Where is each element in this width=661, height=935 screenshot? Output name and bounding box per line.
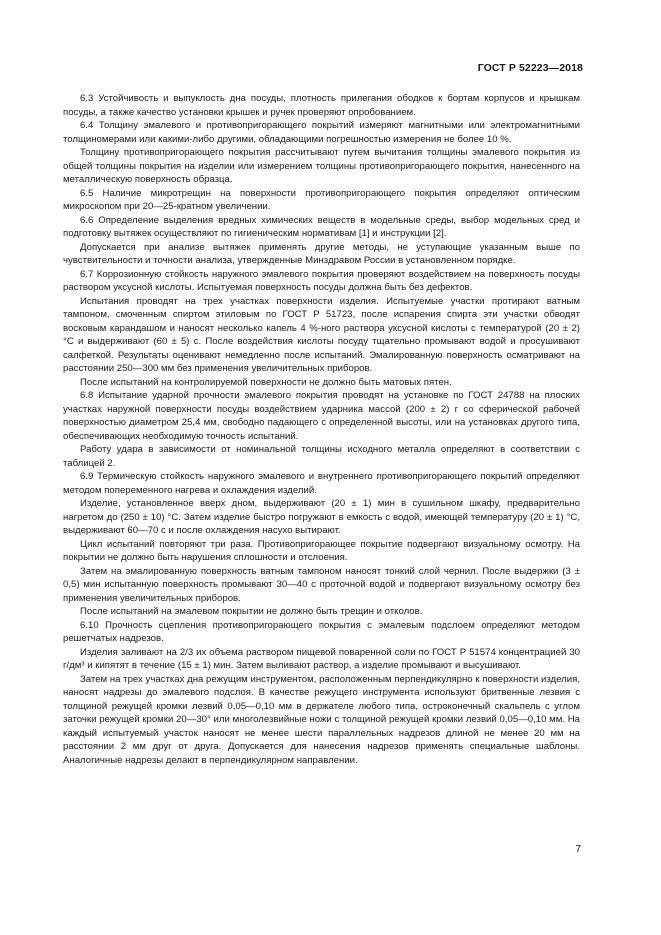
paragraph-6-6-other-methods: Допускается при анализе вытяжек применять другие методы, не уступающие указанным выше по чувствительности и точности анализа, утвержденные Минздравом России в установленном порядке.: [63, 241, 580, 266]
paragraph-6-7: 6.7 Коррозионную стойкость наружного эмалевого покрытия проверяют воздействием на поверхность посуды раствором уксусной кислоты. Испытуемая поверхность посуды должна быть без дефектов.: [63, 268, 580, 293]
paragraph-6-6: 6.6 Определение выделения вредных химических веществ в модельные среды, выбор модельных сред и подготовку вытяжек осуществляют по гигиеническим нормативам [1] и инструкции [2].: [63, 214, 580, 239]
paragraph-6-8: 6.8 Испытание ударной прочности эмалевого покрытия проводят на установке по ГОСТ 24788 на плоских участках наружной поверхности посуды воздействием ударника массой (200 ± 2) г со сферической рабочей поверхностью диаметром 25,4 мм, свободно падающего с определенной высоты, или на установках другого типа, обеспечивающих необходимую точность испытаний.: [63, 390, 580, 442]
paragraph-6-10-salt-solution: Изделия заливают на 2/3 их объема раствором пищевой поваренной соли по ГОСТ Р 51574 концентрацией 30 г/дм³ и кипятят в течение (15 ± 1) мин. Затем выливают раствор, а изделие промывают и высушивают.: [63, 646, 580, 671]
paragraph-6-10-cuts: Затем на трех участках дна режущим инструментом, расположенным перпендикулярно к поверхности изделия, наносят надрезы до эмалевого подслоя. В качестве режущего инструмента используют бритвенные лезвия с толщиной режущей кромки лезвий 0,05—0,10 мм в держателе любого типа, остроконечный скальпель с углом заточки режущей кромки 20—30° или многолезвийные ножи с толщиной режущей кромки лезвий 0,05—0,10 мм. На каждый испытуемый участок наносят не менее шести параллельных надрезов длиной не менее 20 мм на расстоянии 2 мм друг от друга. Допускается для нанесения надрезов применять специальные шаблоны. Аналогичные надрезы делают в перпендикулярном направлении.: [63, 673, 580, 766]
document-body: [63, 92, 580, 767]
paragraph-6-4-thickness-calc: Толщину противопригорающего покрытия рассчитывают путем вычитания толщины эмалевого покрытия из общей толщины покрытия на изделии или измерением толщины противопригорающего покрытия, нанесенного на металлическую поверхность образца.: [63, 147, 580, 185]
paragraph-6-4: 6.4 Толщину эмалевого и противопригорающего покрытий измеряют магнитными или электромагнитными толщиномерами или какими-либо другими, обладающими погрешностью измерения не более 10 %.: [63, 120, 580, 145]
paragraph-6-9: 6.9 Термическую стойкость наружного эмалевого и внутреннего противопригорающего покрытий определяют методом попеременного нагрева и охлаждения изделий.: [63, 471, 580, 496]
paragraph-6-9-ink: Затем на эмалированную поверхность ватным тампоном наносят тонкий слой чернил. После выдержки (3 ± 0,5) мин испытанную поверхность промывают 30—40 с проточной водой и подвергают визуальному осмотру без применения увеличительных приборов.: [63, 565, 580, 604]
page-number: 7: [575, 844, 581, 855]
paragraph-6-9-heating: Изделие, установленное вверх дном, выдерживают (20 ± 1) мин в сушильном шкафу, предварительно нагретом до (250 ± 10) °С. Затем изделие быстро погружают в емкость с водой, имеющей температуру (20 ± 1) °С, выдерживают 60—70 с и после охлаждения насухо вытирают.: [63, 498, 580, 536]
paragraph-6-5: 6.5 Наличие микротрещин на поверхности противопригорающего покрытия определяют оптическим микроскопом при 20—25-кратном увеличении.: [63, 187, 580, 212]
paragraph-6-3: 6.3 Устойчивость и выпуклость дна посуды, плотность прилегания ободков к бортам корпусов и крышкам посуды, а также качество установки крышек и ручек проверяют опробованием.: [63, 93, 580, 118]
paragraph-6-10: 6.10 Прочность сцепления противопригорающего покрытия с эмалевым подслоем определяют методом решетчатых надрезов.: [63, 619, 580, 644]
paragraph-6-7-procedure: Испытания проводят на трех участках поверхности изделия. Испытуемые участки протирают ватным тампоном, смоченным спиртом этиловым по ГОСТ Р 51723, после испарения спирта эти участки обводят восковым карандашом и наносят несколько капель 4 %-ного раствора уксусной кислоты с температурой (20 ± 2) °С и выдерживают (60 ± 5) с. После воздействия кислоты посуду тщательно промывают водой и просушивают салфеткой. Результаты оценивают немедленно после испытаний. Эмалированную поверхность осматривают на расстоянии 250—300 мм без применения увеличительных приборов.: [63, 295, 580, 374]
document-code: ГОСТ Р 52223—2018: [477, 62, 583, 74]
paragraph-6-9-cycles: Цикл испытаний повторяют три раза. Противопригорающее покрытие подвергают визуальному осмотру. На покрытии не должно быть нарушения сплошности и отслоения.: [63, 538, 580, 563]
paragraph-6-8-impact-work: Работу удара в зависимости от номинальной толщины исходного металла определяют в соответствии с таблицей 2.: [63, 444, 580, 469]
paragraph-6-9-result: После испытаний на эмалевом покрытии не должно быть трещин и отколов.: [80, 606, 423, 617]
paragraph-6-7-result: После испытаний на контролируемой поверхности не должно быть матовых пятен.: [80, 376, 452, 388]
